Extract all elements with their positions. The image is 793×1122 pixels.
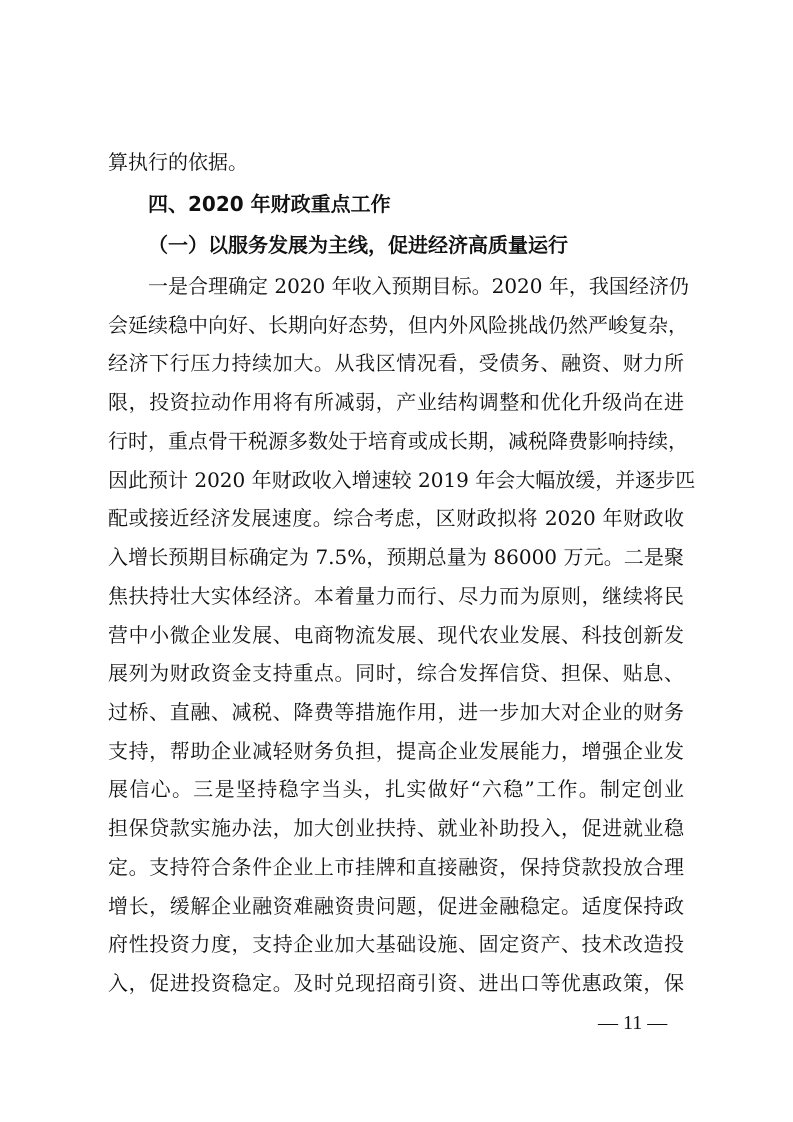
body-text-line: 担保贷款实施办法，加大创业扶持、就业补助投入，促进就业稳: [108, 816, 684, 840]
body-text-line: 支持，帮助企业减轻财务负担，提高企业发展能力，增强企业发: [108, 739, 684, 763]
body-text-line: 一是合理确定 2020 年收入预期目标。2020 年，我国经济仍: [148, 274, 689, 298]
body-text-line: 经济下行压力持续加大。从我区情况看，受债务、融资、财力所: [108, 351, 684, 375]
body-text-line: 配或接近经济发展速度。综合考虑，区财政拟将 2020 年财政收: [108, 506, 684, 530]
page-number: — 11 —: [598, 1012, 668, 1034]
body-text-line: 入增长预期目标确定为 7.5%，预期总量为 86000 万元。二是聚: [108, 545, 684, 569]
body-text-line: 限，投资拉动作用将有所减弱，产业结构调整和优化升级尚在进: [108, 390, 684, 414]
body-text-line: 会延续稳中向好、长期向好态势，但内外风险挑战仍然严峻复杂，: [108, 313, 688, 337]
body-text-line: 算执行的依据。: [108, 150, 248, 174]
body-text-line: 府性投资力度，支持企业加大基础设施、固定资产、技术改造投: [108, 932, 684, 956]
body-text-line: 因此预计 2020 年财政收入增速较 2019 年会大幅放缓，并逐步匹: [108, 468, 696, 492]
body-text-line: 增长，缓解企业融资难融资贵问题，促进金融稳定。适度保持政: [108, 894, 684, 918]
body-text-line: 过桥、直融、减税、降费等措施作用，进一步加大对企业的财务: [108, 700, 684, 724]
body-text-line: 展信心。三是坚持稳字当头，扎实做好“六稳”工作。制定创业: [108, 777, 684, 801]
subsection-heading: （一）以服务发展为主线，促进经济高质量运行: [148, 233, 568, 257]
body-text-line: 营中小微企业发展、电商物流发展、现代农业发展、科技创新发: [108, 623, 684, 647]
body-text-line: 入，促进投资稳定。及时兑现招商引资、进出口等优惠政策，保: [108, 971, 684, 995]
body-text-line: 展列为财政资金支持重点。同时，综合发挥信贷、担保、贴息、: [108, 661, 684, 685]
body-text-line: 焦扶持壮大实体经济。本着量力而行、尽力而为原则，继续将民: [108, 584, 684, 608]
body-text-line: 行时，重点骨干税源多数处于培育或成长期，减税降费影响持续，: [108, 429, 688, 453]
section-heading: 四、2020 年财政重点工作: [148, 192, 391, 216]
body-text-line: 定。支持符合条件企业上市挂牌和直接融资，保持贷款投放合理: [108, 855, 684, 879]
